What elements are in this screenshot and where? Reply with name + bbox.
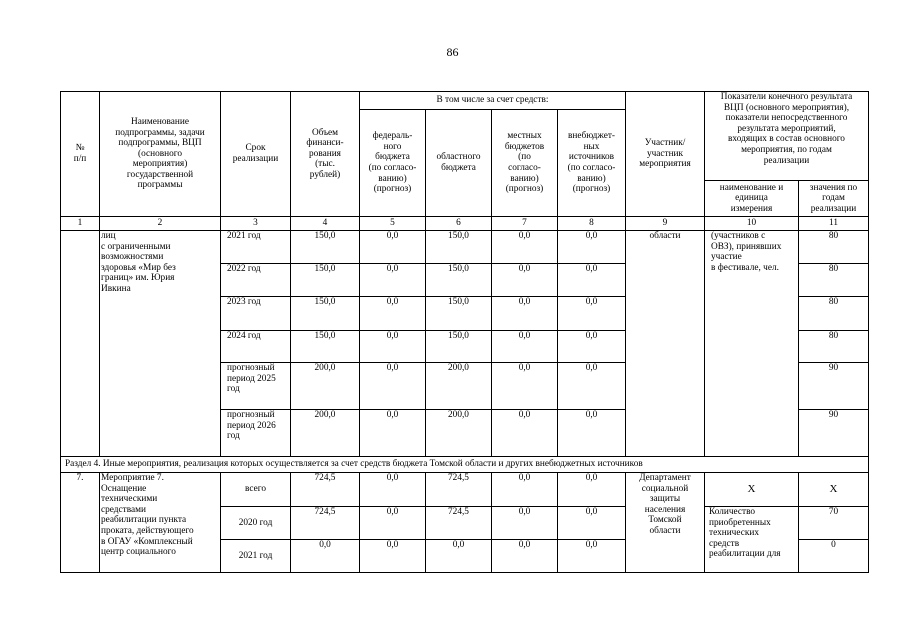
federal-cell: 0,0	[360, 331, 426, 363]
header-ind-values: значения по годам реализации	[799, 181, 869, 217]
offbudget-cell: 0,0	[558, 231, 626, 264]
regional-cell: 724,5	[426, 473, 492, 507]
block2-participant: Департамент социальной защиты населения Томской области	[626, 473, 705, 573]
regional-cell: 200,0	[426, 410, 492, 457]
volume-cell: 150,0	[291, 264, 360, 297]
block2-num: 7.	[61, 473, 100, 573]
col-number: 6	[426, 217, 492, 231]
value-cell: 0	[799, 540, 869, 573]
value-cell: Х	[799, 473, 869, 507]
block2-name: Мероприятие 7. Оснащение техническими средствами реабилитации пункта проката, действующего в ОГАУ «Комплексный центр социального	[100, 473, 221, 573]
header-federal: федераль- ного бюджета (по согласо- ванию) (прогноз)	[360, 110, 426, 217]
regional-cell: 150,0	[426, 264, 492, 297]
value-cell: 70	[799, 507, 869, 540]
local-cell: 0,0	[492, 297, 558, 331]
federal-cell: 0,0	[360, 231, 426, 264]
block1-participant: области	[626, 231, 705, 457]
page-number: 86	[446, 45, 459, 59]
volume-cell: 200,0	[291, 363, 360, 410]
regional-cell: 200,0	[426, 363, 492, 410]
col-number: 10	[705, 217, 799, 231]
header-participant: Участник/ участник мероприятия	[626, 92, 705, 217]
local-cell: 0,0	[492, 473, 558, 507]
federal-cell: 0,0	[360, 410, 426, 457]
term-cell: прогнозный период 2026 год	[221, 410, 291, 457]
volume-cell: 200,0	[291, 410, 360, 457]
volume-cell: 724,5	[291, 507, 360, 540]
regional-cell: 150,0	[426, 331, 492, 363]
header-indicators: Показатели конечного результата ВЦП (основного мероприятия), показатели непосредственного результата мероприятий, входящих в состав основного мероприятия, по годам реализации	[705, 92, 869, 181]
offbudget-cell: 0,0	[558, 331, 626, 363]
ind-name-cell: Х	[705, 473, 799, 507]
col-number: 11	[799, 217, 869, 231]
value-cell: 90	[799, 363, 869, 410]
program-table	[60, 91, 869, 573]
volume-cell: 150,0	[291, 297, 360, 331]
table-row	[61, 231, 869, 264]
regional-cell: 150,0	[426, 297, 492, 331]
volume-cell: 150,0	[291, 331, 360, 363]
offbudget-cell: 0,0	[558, 507, 626, 540]
offbudget-cell: 0,0	[558, 363, 626, 410]
value-cell: 80	[799, 297, 869, 331]
col-number: 4	[291, 217, 360, 231]
value-cell: 80	[799, 331, 869, 363]
section-4-title: Раздел 4. Иные мероприятия, реализация которых осуществляется за счет средств бюджета Томской области и других внебюджетных источников	[61, 457, 869, 473]
header-offbudget: внебюджет- ных источников (по согласо- ванию) (прогноз)	[558, 110, 626, 217]
header-ind-name: наименование и единица измерения	[705, 181, 799, 217]
col-number: 7	[492, 217, 558, 231]
col-number: 8	[558, 217, 626, 231]
col-number: 9	[626, 217, 705, 231]
term-cell: 2020 год	[221, 507, 291, 540]
local-cell: 0,0	[492, 331, 558, 363]
block1-name: лиц с ограниченными возможностями здоровья «Мир без границ» им. Юрия Ивкина	[100, 231, 221, 457]
offbudget-cell: 0,0	[558, 410, 626, 457]
local-cell: 0,0	[492, 507, 558, 540]
value-cell: 80	[799, 231, 869, 264]
term-cell: 2021 год	[221, 540, 291, 573]
federal-cell: 0,0	[360, 363, 426, 410]
header-volume: Объем финанси- рования (тыс. рублей)	[291, 92, 360, 217]
header-name: Наименование подпрограммы, задачи подпрограммы, ВЦП (основного мероприятия) государственной программы	[100, 92, 221, 217]
header-term: Срок реализации	[221, 92, 291, 217]
federal-cell: 0,0	[360, 297, 426, 331]
federal-cell: 0,0	[360, 264, 426, 297]
value-cell: 80	[799, 264, 869, 297]
volume-cell: 724,5	[291, 473, 360, 507]
block1-num-cell	[61, 231, 100, 457]
offbudget-cell: 0,0	[558, 540, 626, 573]
header-incl: В том числе за счет средств:	[360, 92, 626, 110]
regional-cell: 150,0	[426, 231, 492, 264]
federal-cell: 0,0	[360, 540, 426, 573]
regional-cell: 724,5	[426, 507, 492, 540]
local-cell: 0,0	[492, 231, 558, 264]
volume-cell: 0,0	[291, 540, 360, 573]
offbudget-cell: 0,0	[558, 264, 626, 297]
federal-cell: 0,0	[360, 473, 426, 507]
term-cell: прогнозный период 2025 год	[221, 363, 291, 410]
local-cell: 0,0	[492, 540, 558, 573]
header-local: местных бюджетов (по согласо- ванию) (прогноз)	[492, 110, 558, 217]
column-numbers-row	[61, 217, 869, 231]
col-number: 5	[360, 217, 426, 231]
offbudget-cell: 0,0	[558, 297, 626, 331]
term-cell: 2022 год	[221, 264, 291, 297]
table-row	[61, 473, 869, 507]
section-row	[61, 457, 869, 473]
header-num: № п/п	[61, 92, 100, 217]
local-cell: 0,0	[492, 410, 558, 457]
local-cell: 0,0	[492, 264, 558, 297]
offbudget-cell: 0,0	[558, 473, 626, 507]
term-cell: всего	[221, 473, 291, 507]
local-cell: 0,0	[492, 363, 558, 410]
header-regional: областного бюджета	[426, 110, 492, 217]
block1-indicator: (участников с ОВЗ), принявших участие в фестивале, чел.	[705, 231, 799, 457]
block2-indicator: Количество приобретенных технических средств реабилитации для	[705, 507, 799, 573]
term-cell: 2024 год	[221, 331, 291, 363]
col-number: 1	[61, 217, 100, 231]
col-number: 2	[100, 217, 221, 231]
federal-cell: 0,0	[360, 507, 426, 540]
term-cell: 2021 год	[221, 231, 291, 264]
volume-cell: 150,0	[291, 231, 360, 264]
regional-cell: 0,0	[426, 540, 492, 573]
col-number: 3	[221, 217, 291, 231]
value-cell: 90	[799, 410, 869, 457]
term-cell: 2023 год	[221, 297, 291, 331]
